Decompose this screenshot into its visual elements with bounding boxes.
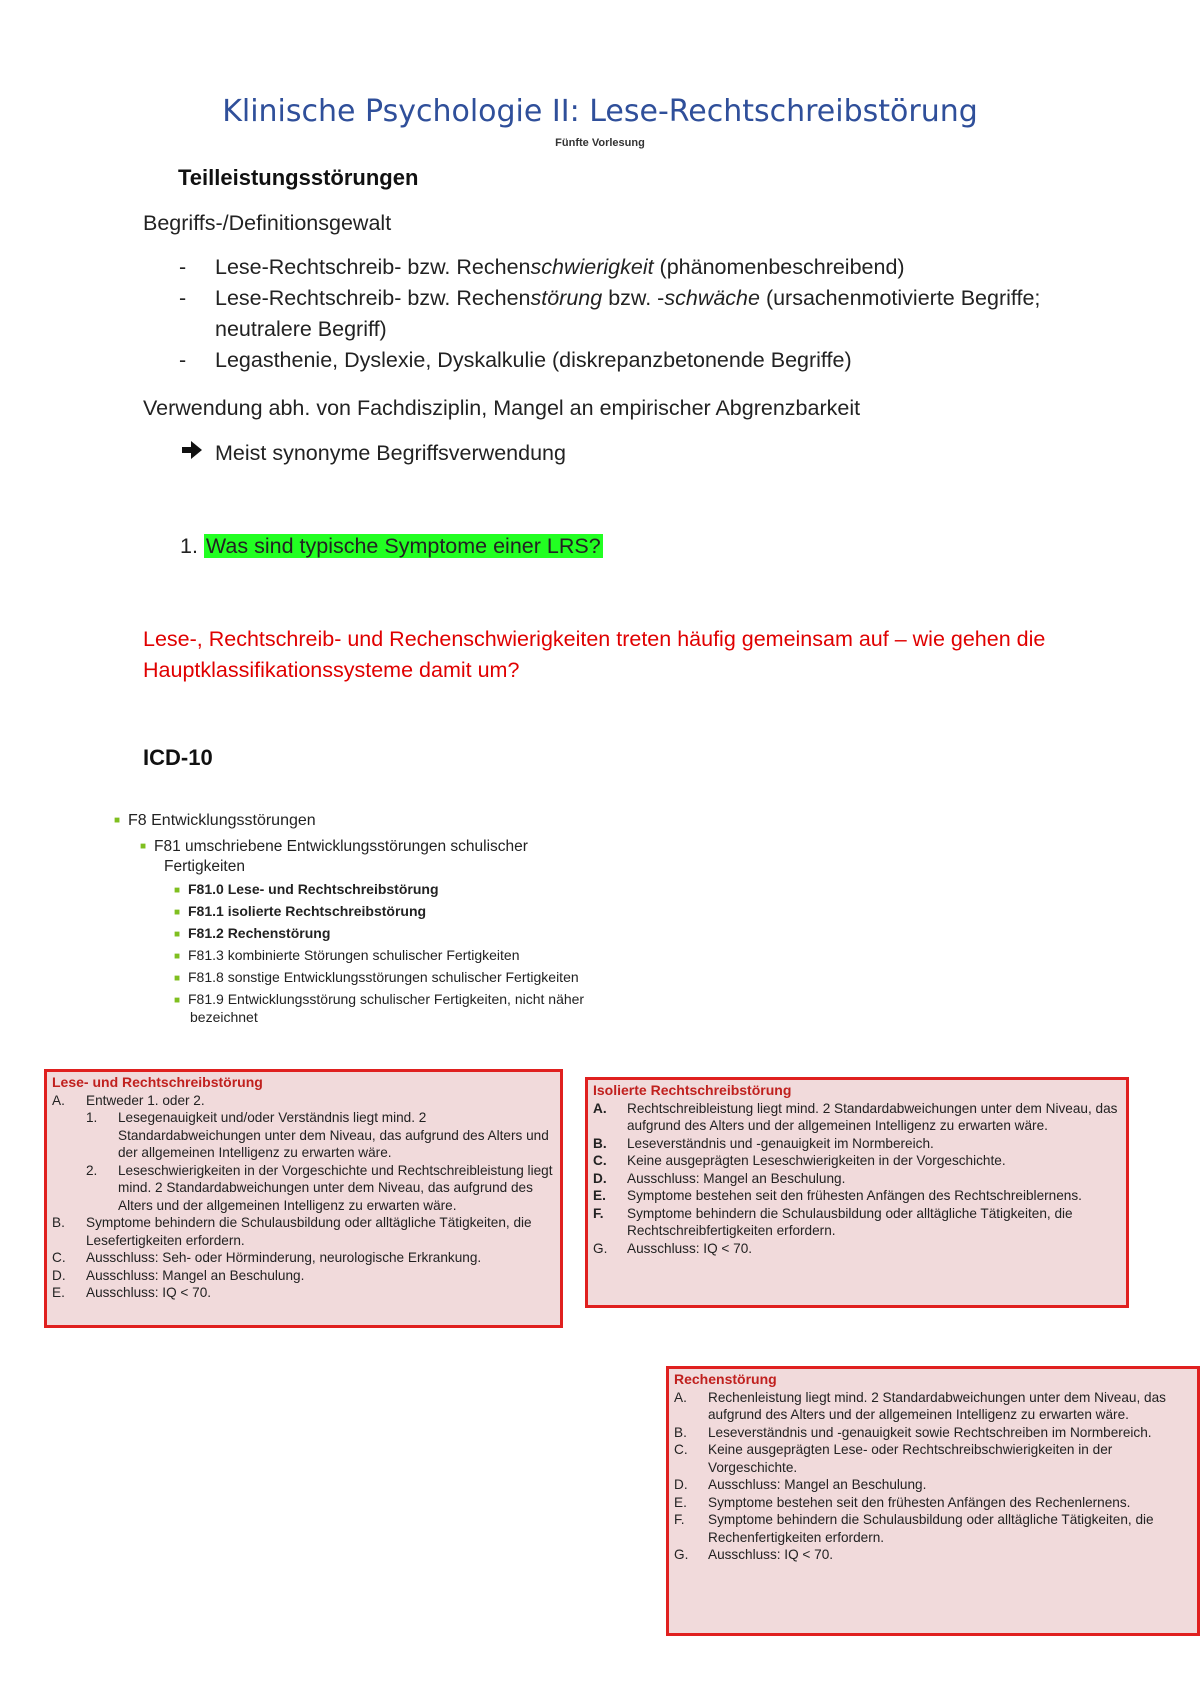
list-item: ■ F81.3 kombinierte Störungen schulischer Fertigkeiten xyxy=(174,947,520,963)
criterion: E. Ausschluss: IQ < 70. xyxy=(52,1285,212,1300)
term-list xyxy=(143,252,1083,376)
list-item: - Legasthenie, Dyslexie, Dyskalkulie (diskrepanzbetonende Begriffe) xyxy=(179,348,852,372)
criterion: B. Symptome behindern die Schulausbildung oder alltägliche Tätigkeiten, die Lesefertigkeiten erfordern. xyxy=(52,1215,532,1248)
criterion: A. Rechtschreibleistung liegt mind. 2 Standardabweichungen unter dem Niveau, das aufgrund des Alters und der allgemeinen Intelligenz zu erwarten wäre. xyxy=(593,1100,1118,1133)
criterion: C. Ausschluss: Seh- oder Hörminderung, neurologische Erkrankung. xyxy=(52,1250,482,1265)
criterion: D. Ausschluss: Mangel an Beschulung. xyxy=(593,1170,846,1186)
criterion: C. Keine ausgeprägten Leseschwierigkeiten in der Vorgeschichte. xyxy=(593,1153,1006,1168)
list-item: ■ F81.9 Entwicklungsstörung schulischer Fertigkeiten, nicht näher xyxy=(174,991,585,1007)
list-item: ■ F81.8 sonstige Entwicklungsstörungen schulischer Fertigkeiten xyxy=(174,969,579,985)
list-item-cont: Fertigkeiten xyxy=(164,858,245,875)
page-subtitle: Fünfte Vorlesung xyxy=(555,137,645,149)
highlighted-question: Was sind typische Symptome einer LRS? xyxy=(205,534,601,558)
box-title: Lese- und Rechtschreibstörung xyxy=(52,1074,263,1090)
criterion: D. Ausschluss: Mangel an Beschulung. xyxy=(674,1477,927,1492)
list-item: - Lese-Rechtschreib- bzw. Rechenschwierigkeit (phänomenbeschreibend) xyxy=(179,255,905,279)
question-line: 1. Was sind typische Symptome einer LRS? xyxy=(180,534,601,558)
criterion: F. Symptome behindern die Schulausbildung oder alltägliche Tätigkeiten, die Rechenfertigkeiten erfordern. xyxy=(674,1512,1154,1545)
list-item: ■ F81.0 Lese- und Rechtschreibstörung xyxy=(174,881,439,897)
criterion: G. Ausschluss: IQ < 70. xyxy=(593,1240,753,1256)
criterion: E. Symptome bestehen seit den frühesten Anfängen des Rechenlernens. xyxy=(674,1494,1131,1510)
criterion: A. Rechenleistung liegt mind. 2 Standardabweichungen unter dem Niveau, das aufgrund des Alters und der allgemeinen Intelligenz zu erwarten wäre. xyxy=(674,1389,1166,1422)
list-item-cont: bezeichnet xyxy=(190,1009,258,1025)
list-item: ■ F8 Entwicklungsstörungen xyxy=(114,812,316,829)
criterion: G. Ausschluss: IQ < 70. xyxy=(674,1547,834,1562)
intro-text: Begriffs-/Definitionsgewalt xyxy=(143,211,392,235)
section-heading: Teilleistungsstörungen xyxy=(178,165,419,190)
criterion: B. Leseverständnis und -genauigkeit sowie Rechtschreiben im Normbereich. xyxy=(674,1424,1152,1440)
criterion: C. Keine ausgeprägten Lese- oder Rechtschreibschwierigkeiten in der Vorgeschichte. xyxy=(674,1442,1113,1475)
list-item: ■ F81 umschriebene Entwicklungsstörungen schulischer xyxy=(140,838,528,855)
criterion: 2. Leseschwierigkeiten in der Vorgeschichte und Rechtschreibleistung liegt mind. 2 Standardabweichungen unter dem Niveau, das aufgrund des Alters und der allgemeinen Intelligenz zu erwarten wäre. xyxy=(86,1162,553,1213)
list-item: ■ F81.1 isolierte Rechtschreibstörung xyxy=(174,903,427,919)
right-arrow-icon xyxy=(181,438,215,469)
conclusion-line: Meist synonyme Begriffsverwendung xyxy=(181,438,566,469)
box-title: Rechenstörung xyxy=(674,1371,777,1387)
criterion: B. Leseverständnis und -genauigkeit im Normbereich. xyxy=(593,1135,934,1151)
criterion: D. Ausschluss: Mangel an Beschulung. xyxy=(52,1267,305,1283)
criterion: E. Symptome bestehen seit den frühesten Anfängen des Rechtschreiblernens. xyxy=(593,1188,1082,1203)
criteria-box-lrs xyxy=(44,1069,563,1328)
list-item: - Lese-Rechtschreib- bzw. Rechenstörung bzw. -schwäche (ursachenmotivierte Begriffe; neutralere Begriff) xyxy=(179,286,1041,341)
red-note: Lese-, Rechtschreib- und Rechenschwierigkeiten treten häufig gemeinsam auf – wie gehen die Hauptklassifikationssysteme damit um? xyxy=(143,627,1046,682)
criteria-box-isolated xyxy=(585,1077,1129,1308)
icd-heading: ICD-10 xyxy=(143,745,213,770)
page-title: Klinische Psychologie II: Lese-Rechtschreibstörung xyxy=(222,94,978,129)
usage-text: Verwendung abh. von Fachdisziplin, Mangel an empirischer Abgrenzbarkeit xyxy=(143,396,861,420)
criterion: 1. Lesegenauigkeit und/oder Verständnis liegt mind. 2 Standardabweichungen unter dem Niveau, das aufgrund des Alters und der allgemeinen Intelligenz zu erwarten wäre. xyxy=(86,1110,549,1160)
criterion: A. Entweder 1. oder 2. xyxy=(52,1092,205,1108)
box-title: Isolierte Rechtschreibstörung xyxy=(593,1082,792,1098)
criteria-box-math xyxy=(666,1366,1200,1636)
list-item: ■ F81.2 Rechenstörung xyxy=(174,925,331,941)
criterion: F. Symptome behindern die Schulausbildung oder alltägliche Tätigkeiten, die Rechtschreibfertigkeiten erfordern. xyxy=(593,1205,1073,1238)
